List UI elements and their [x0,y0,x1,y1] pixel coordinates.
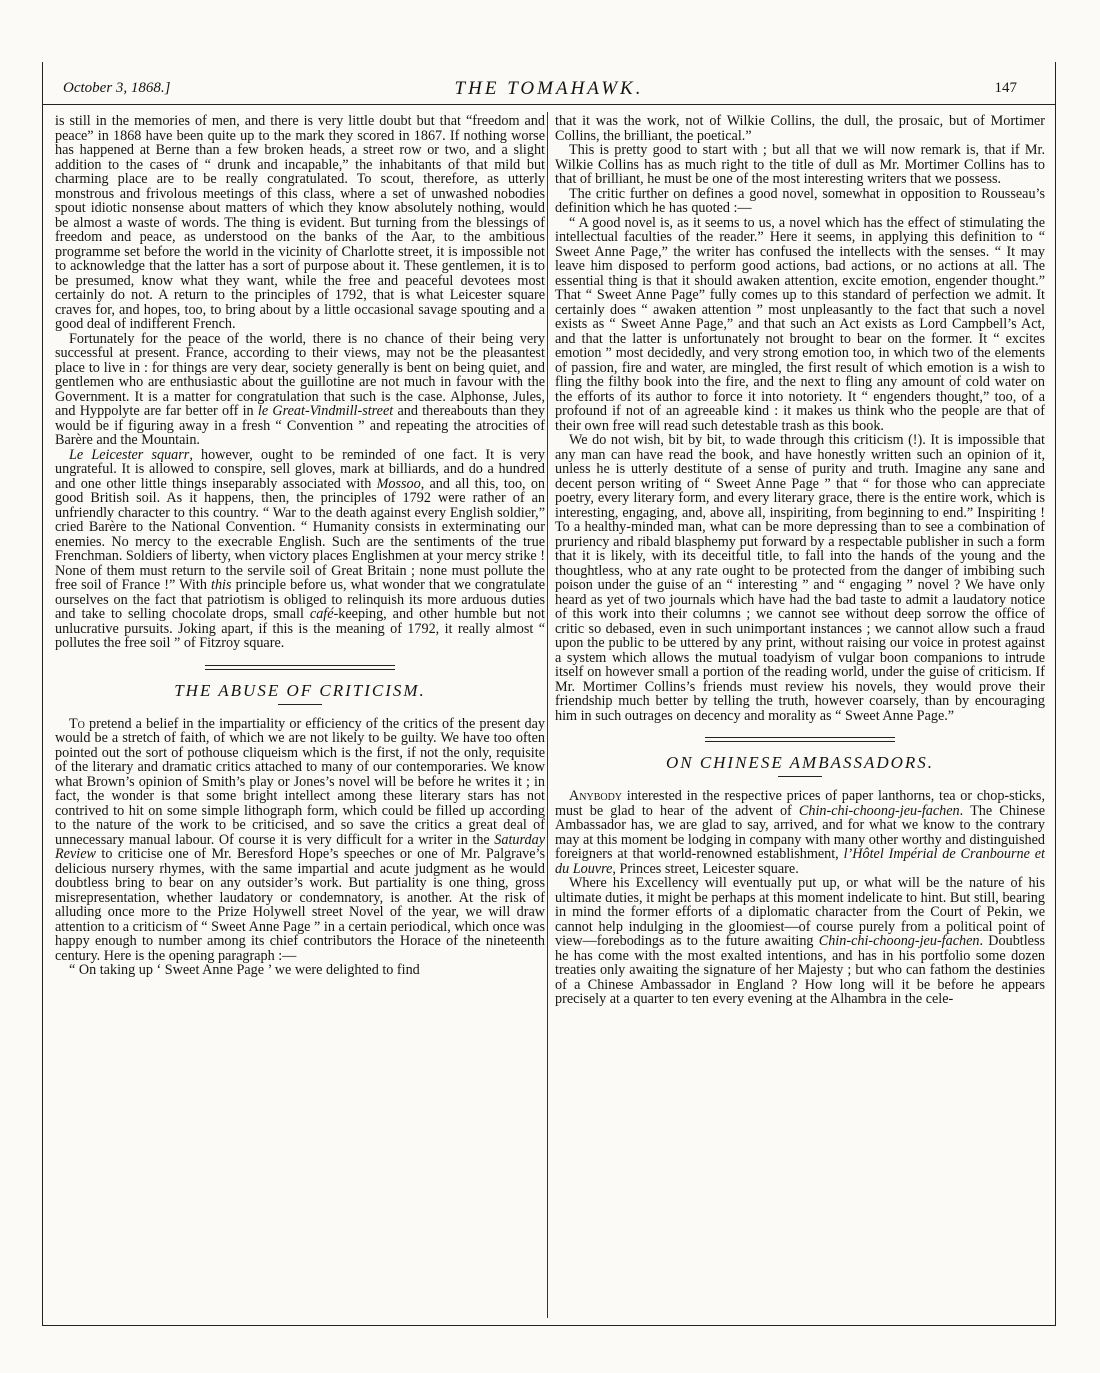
article-heading: THE ABUSE OF CRITICISM. [174,680,426,700]
paragraph: Le Leicester squarr, however, ought to be reminded of one fact. It is very ungrateful. It is allowed to conspire, sell gloves, mark at billiards, and do a hundred and one other little things inseparably associated with Mossoo, and all this, too, on good British soil. As it happens, then, the principles of 1792 were rather of an unfriendly character to this country. “ War to the death against every English soldier,” cried Barère to the National Convention. “ Humanity consists in exterminating our enemies. No mercy to the execrable English. Such are the sentiments of the true Frenchman. Soldiers of liberty, when victory places Englishmen at your mercy strike ! None of them must return to the servile soil of Great Britain ; none must pollute the free soil of France !” With this principle before us, what wonder that we congratulate ourselves on the fact that patriotism is obliged to relinquish its more arduous duties and take to selling chocolate drops, small café-keeping, and other humble but not unlucrative pursuits. Joking apart, if this is the meaning of 1792, it really almost “ pollutes the free soil ” of Fitzroy square. [55,446,545,651]
issue-date: October 3, 1868.] [63,80,171,96]
heading-rule [278,704,322,705]
paragraph: that it was the work, not of Wilkie Collins, the dull, the prosaic, but of Mortimer Collins, the brilliant, the poetical.” [555,114,1045,144]
masthead-title: THE TOMAHAWK. [454,78,644,99]
paragraph: Anybody interested in the respective prices of paper lanthorns, tea or chop-sticks, must be glad to hear of the advent of Chin-chi-choong-jeu-fachen. The Chinese Ambassador has, we are glad to say, arrived, and for what we know to the contrary may at this moment be lodging in company with many other worthy and distinguished foreigners at that world-renowned establishment, l’Hôtel Impérial de Cranbourne et du Louvre, Princes street, Leicester square. [555,788,1045,877]
page-header [43,80,1055,100]
heading-rule [778,776,822,777]
left-column [55,114,545,1310]
section-separator [705,737,895,742]
column-divider [547,112,548,1318]
paragraph: We do not wish, bit by bit, to wade through this criticism (!). It is impossible that any man can have read the book, and have honestly written such an opinion of it, unless he is utterly destitute of a sense of purity and truth. Imagine any sane and decent person writing of “ Sweet Anne Page ” that “ for those who can appreciate poetry, every literary form, and every literary grace, there is the entire work, which is interesting, engaging, and, above all, inspiriting, from beginning to end.” Inspiriting ! To a healthy-minded man, what can be more depressing than to see a combination of pruriency and ribald blasphemy put forward by a respectable publisher in such a form that it is likely, with its deceitful title, to fall into the hands of the young and the thoughtless, who at any rate ought to be protected from the danger of imbibing such poison under the guise of an “ interesting ” and “ engaging ” novel ? We have only heard as yet of two journals which have had the bad taste to admit a laudatory notice of this work into their columns ; we cannot see without deep sorrow the office of critic so debased, even in such unimportant instances ; we cannot allow such a fraud upon the public to be uttered by any print, without raising our voice in protest against a system which allows the mutual toadyism of vulgar boon companions to intrude itself on however small a portion of the reading world, under the guise of criticism. If Mr. Mortimer Collins’s friends must review his novels, they would prove their friendship much better by telling the truth, however coarsely, than by encouraging him in such outrages on decency and morality as “ Sweet Anne Page.” [555,432,1045,724]
section-separator [205,665,395,670]
newspaper-page [42,62,1056,1326]
paragraph: To pretend a belief in the impartiality or efficiency of the critics of the present day would be a stretch of faith, of which we are not likely to be guilty. We have too often pointed out the sort of pothouse cliqueism which is the first, if not the only, requisite of the literary and dramatic critics attached to many of our contemporaries. We know what Brown’s opinion of Smith’s play or Jones’s novel will be before he writes it ; in fact, the wonder is that some bright intellect among these literary stars has not contrived to hit on some simple lithograph form, which could be filled up according to the nature of the work to be criticised, and so save the critics a great deal of unnecessary manual labour. Of course it is very difficult for a writer in the Saturday Review to criticise one of Mr. Beresford Hope’s speeches or one of Mr. Palgrave’s delicious nursery rhymes, with the same impartial and acute judgment as he would doubtless bring to bear on any outsider’s work. But partiality is one thing, gross misrepresentation, whether laudatory or condemnatory, is another. At the risk of alluding once more to the Prize Holywell street Novel of the year, we will draw attention to a criticism of “ Sweet Anne Page ” in a certain periodical, which once was happy enough to number among its chief contributors the Horace of the nineteenth century. Here is the opening paragraph :— [55,715,545,964]
paragraph: “ A good novel is, as it seems to us, a novel which has the effect of stimulating the intellectual faculties of the reader.” Here it seems, in applying this definition to “ Sweet Anne Page,” the writer has confused the intellects with the senses. “ It may leave him disposed to perform good actions, bad actions, or no actions at all. The essential thing is that it should awaken attention, excite emotion, engender thought.” That “ Sweet Anne Page” fully comes up to this standard of perfection we admit. It certainly does “ awaken attention ” most unpleasantly to the fact that such a novel exists as “ Sweet Anne Page,” and that such an Act exists as Lord Campbell’s Act, and that the latter is unfortunately not brought to bear on the former. It “ excites emotion ” most decidedly, and very strong emotion too, in which two of the elements of passion, fire and water, are mingled, the first result of which emotion is a wish to fling the filthy book into the fire, and the next to fling any amount of cold water on the efforts of its author to force it into notoriety. It “ engenders thought,” too, of a profound if not of an agreeable kind : it makes us think who the people are that of their own free will read such detestable trash as this book. [555,214,1045,434]
page-bottom-rule [43,1325,1055,1326]
page-number: 147 [994,80,1017,96]
paragraph: Where his Excellency will eventually put up, or what will be the nature of his ultimate duties, it might be perhaps at this moment indelicate to hint. But still, bearing in mind the former efforts of a diplomatic character from the Court of Pekin, we cannot help indulging in the gloomiest—of course purely from a political point of view—forebodings as to the future awaiting Chin-chi-choong-jeu-fachen. Doubtless he has come with the most exalted intentions, and has in his portfolio some dozen treaties only awaiting the signature of her Majesty ; but who can fathom the destinies of a Chinese Ambassador in England ? How long will it be before he appears precisely at a quarter to ten every evening at the Alhambra in the cele- [555,875,1045,1007]
paragraph: This is pretty good to start with ; but all that we will now remark is, that if Mr. Wilkie Collins has as much right to the title of dull as Mr. Mortimer Collins has to that of brilliant, he must be one of the most interesting writers that we possess. [555,142,1045,187]
header-rule [43,104,1055,105]
paragraph: The critic further on defines a good novel, somewhat in opposition to Rousseau’s definition which he has quoted :— [555,185,1045,216]
paragraph: Fortunately for the peace of the world, there is no chance of their being very successful at present. France, according to their views, may not be the pleasantest place to live in : for things are very dear, society generally is bent on being quiet, and gentlemen who are enthusiastic about the guillotine are not much in favour with the Government. It is a matter for congratulation that such is the case. Alphonse, Jules, and Hyppolyte are far better off in le Great-Vindmill-street and thereabouts than they would be if figuring away in a fresh “ Convention ” and repeating the atrocities of Barère and the Mountain. [55,330,545,448]
paragraph: “ On taking up ‘ Sweet Anne Page ’ we were delighted to find [69,962,420,978]
article-heading: ON CHINESE AMBASSADORS. [665,753,935,772]
paragraph: is still in the memories of men, and there is very little doubt but that “freedom and peace” in 1868 have been quite up to the mark they scored in 1867. If nothing worse has happened at Berne than a few broken heads, a street row or two, and a slight addition to the cases of “ drunk and incapable,” the inhabitants of that mild but charming place are to be really congratulated. To scout, therefore, as utterly monstrous and frivolous meetings of this class, where a set of unwashed nobodies spout idiotic nonsense about matters of which they know absolutely nothing, would be almost a waste of words. The thing is evident. But turning from the blessings of freedom and peace, as understood on the banks of the Aar, to the ambitious programme set before the world in the vicinity of Charlotte street, it is impossible not to acknowledge that the latter has a sort of purpose about it. These gentlemen, it is to be presumed, know what they want, while the free and peaceful devotees most certainly do not. A return to the principles of 1792, that is what Leicester square craves for, and hopes, too, to bring about by a little occasional savage spouting and a good deal of indifferent French. [55,114,545,332]
right-column [555,114,1045,1310]
